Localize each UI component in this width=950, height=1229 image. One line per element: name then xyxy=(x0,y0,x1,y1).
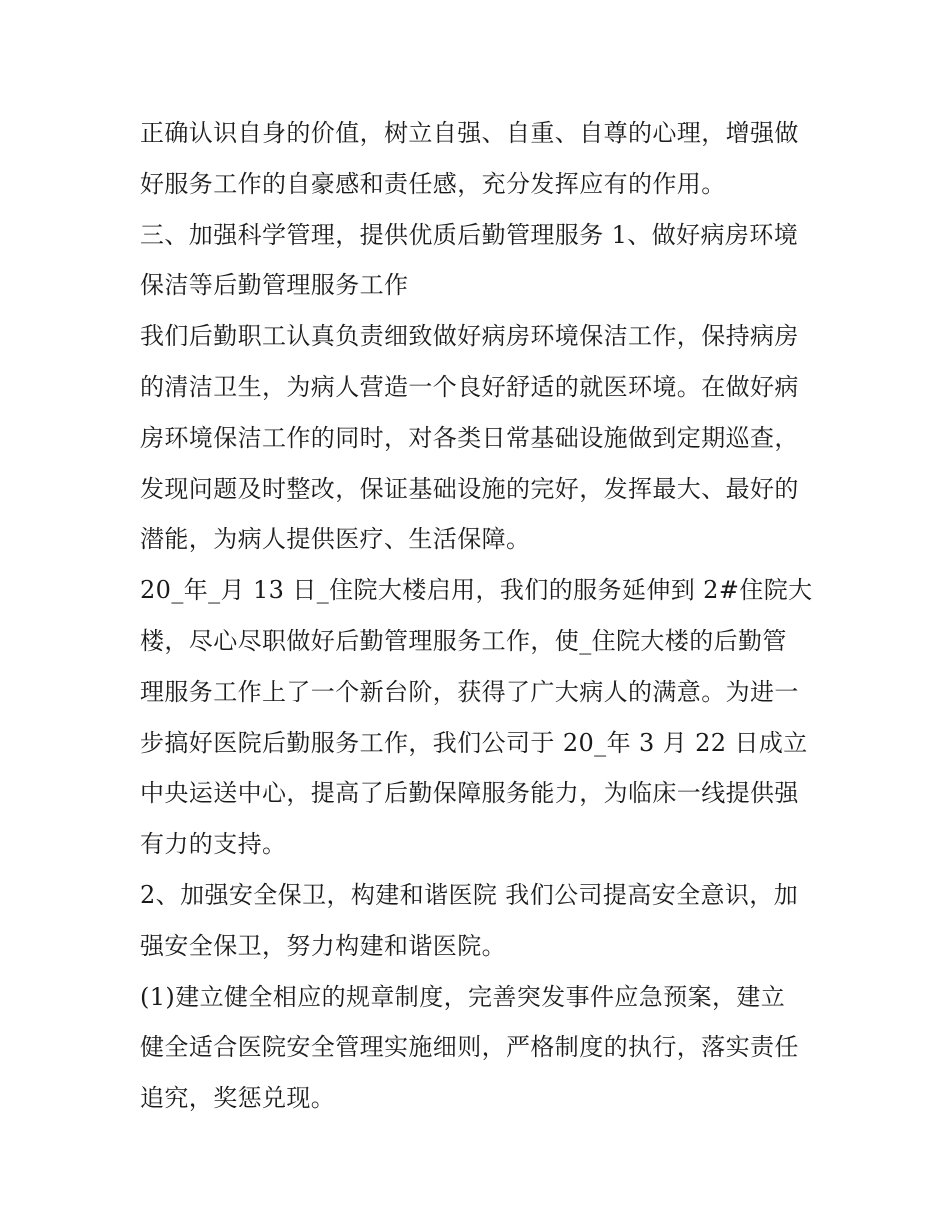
text-line: 有力的支持。 xyxy=(140,830,287,859)
text-line: 理服务工作上了一个新台阶，获得了广大病人的满意。为进一 xyxy=(140,677,799,706)
text-line: 潜能，为病人提供医疗、生活保障。 xyxy=(140,525,531,554)
text-line: 强安全保卫，努力构建和谐医院。 xyxy=(140,931,506,960)
section-heading: 三、加强科学管理，提供优质后勤管理服务 1、做好病房环境 xyxy=(140,220,799,249)
text-line: 楼，尽心尽职做好后勤管理服务工作，使_住院大楼的后勤管 xyxy=(140,626,787,655)
text-line: 好服务工作的自豪感和责任感，充分发挥应有的作用。 xyxy=(140,169,726,198)
text-line: 的清洁卫生，为病人营造一个良好舒适的就医环境。在做好病 xyxy=(140,372,799,401)
text-line: 发现问题及时整改，保证基础设施的完好，发挥最大、最好的 xyxy=(140,474,799,503)
text-line: 追究，奖惩兑现。 xyxy=(140,1084,336,1113)
text-line: 步搞好医院后勤服务工作，我们公司于 20_年 3 月 22 日成立 xyxy=(140,728,808,757)
document-body xyxy=(140,108,816,1124)
text-line: 20_年_月 13 日_住院大楼启用，我们的服务延伸到 2#住院大 xyxy=(140,576,813,605)
section-heading: 2、加强安全保卫，构建和谐医院 我们公司提高安全意识，加 xyxy=(140,880,799,909)
text-line: 健全适合医院安全管理实施细则，严格制度的执行，落实责任 xyxy=(140,1033,799,1062)
list-item: (1)建立健全相应的规章制度，完善突发事件应急预案，建立 xyxy=(140,982,786,1011)
text-line: 我们后勤职工认真负责细致做好病房环境保洁工作，保持病房 xyxy=(140,322,799,351)
text-line: 房环境保洁工作的同时，对各类日常基础设施做到定期巡查， xyxy=(140,423,799,452)
text-line: 中央运送中心，提高了后勤保障服务能力，为临床一线提供强 xyxy=(140,779,799,808)
text-line: 保洁等后勤管理服务工作 xyxy=(140,271,409,300)
text-line: 正确认识自身的价值，树立自强、自重、自尊的心理，增强做 xyxy=(140,119,799,147)
